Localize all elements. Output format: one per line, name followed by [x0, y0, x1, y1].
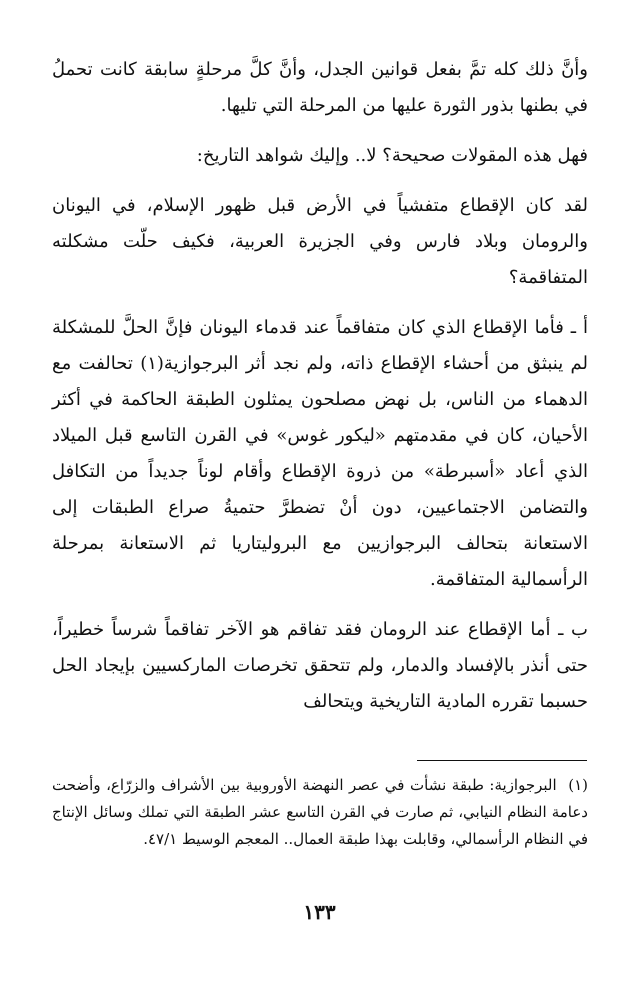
paragraph-2: فهل هذه المقولات صحيحة؟ لا.. وإليك شواهد التاريخ: — [196, 145, 588, 166]
main-text — [52, 52, 588, 734]
footnote-marker: (١) — [568, 776, 588, 794]
page-number: ١٣٣ — [303, 900, 336, 924]
paragraph-5: ب ـ أما الإقطاع عند الرومان فقد تفاقم هو الآخر تفاقماً شرساً خطيراً، حتى أنذر بالإفساد والدمار، ولم تتحقق تخرصات الماركسيين بإيجاد الحل حسبما تقرره المادية التاريخية ويتحالف — [52, 619, 588, 712]
footnote-divider — [417, 760, 587, 761]
footnote-text: البرجوازية: طبقة نشأت في عصر النهضة الأوروبية بين الأشراف والزرّاع، وأضحت دعامة النظام النيابي، ثم صارت في القرن التاسع عشر الطبقة التي تملك وسائل الإنتاج في النظام الرأسمالي، وقابلت بهذا طبقة العمال.. المعجم الوسيط ٤٧/١. — [52, 776, 588, 848]
paragraph-1: وأنَّ ذلك كله تمَّ بفعل قوانين الجدل، وأنَّ كلَّ مرحلةٍ سابقة كانت تحملُ في بطنها بذور الثورة عليها من المرحلة التي تليها. — [52, 59, 588, 116]
paragraph-4: أ ـ فأما الإقطاع الذي كان متفاقماً عند قدماء اليونان فإنَّ الحلَّ للمشكلة لم ينبثق من أحشاء الإقطاع ذاته، ولم نجد أثر البرجوازية(١) تحالفت مع الدهماء من الناس، بل نهض مصلحون يمثلون الطبقة الحاكمة في أكثر الأحيان، كان في مقدمتهم «ليكور غوس» في القرن التاسع قبل الميلاد الذي أعاد «أسبرطة» من ذروة الإقطاع وأقام لوناً جديداً من التكافل والتضامن الاجتماعيين، دون أنْ تضطرَّ حتميةُ صراع الطبقات إلى الاستعانة بتحالف البرجوازيين مع البروليتاريا ثم الاستعانة بمرحلة الرأسمالية المتفاقمة. — [52, 317, 588, 590]
footnote — [52, 772, 588, 853]
paragraph-3: لقد كان الإقطاع متفشياً في الأرض قبل ظهور الإسلام، في اليونان والرومان وبلاد فارس وفي الجزيرة العربية، فكيف حلّت مشكلته المتفاقمة؟ — [52, 195, 588, 288]
